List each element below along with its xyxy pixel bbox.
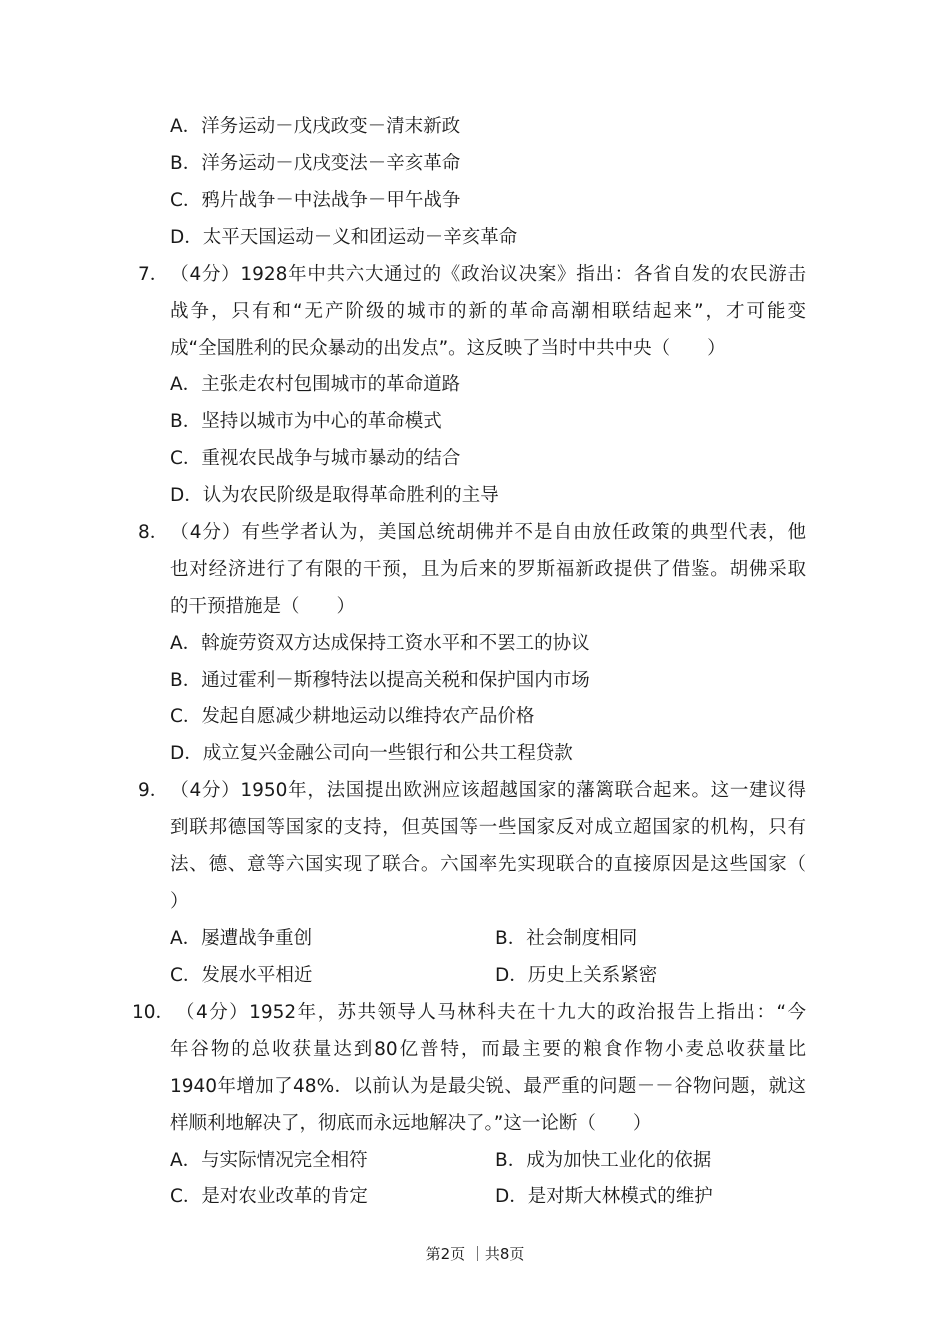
q8-option-b: B．通过霍利－斯穆特法以提高关税和保护国内市场 xyxy=(170,670,590,691)
q8-option-a: A．斡旋劳资双方达成保持工资水平和不罢工的协议 xyxy=(170,633,590,654)
q8-stem-line: 的干预措施是（ ） xyxy=(170,596,356,617)
q8-option-c: C．发起自愿减少耕地运动以维持农产品价格 xyxy=(170,706,535,727)
page-footer: 第2页 ｜共8页 xyxy=(425,1245,525,1263)
q7-first-line xyxy=(138,262,806,288)
q10-stem-line: 1940年增加了48%．以前认为是最尖锐、最严重的问题－－谷物问题，就这 xyxy=(170,1076,806,1097)
q10-stem-line: 样顺利地解决了，彻底而永远地解决了。”这一论断（ ） xyxy=(170,1113,652,1134)
q10-option-b: B．成为加快工业化的依据 xyxy=(495,1150,712,1171)
q9-option-b: B．社会制度相同 xyxy=(495,928,638,949)
q7-stem-line: 成“全国胜利的民众暴动的出发点”。这反映了当时中共中央（ ） xyxy=(170,338,726,359)
q7-stem-line: 战争，只有和“无产阶级的城市的新的革命高潮相联结起来”，才可能变 xyxy=(170,301,806,322)
q6-option-a: A．洋务运动－戊戌政变－清末新政 xyxy=(170,116,461,137)
q7-number: 7． xyxy=(138,264,169,285)
q9-option-c: C．发展水平相近 xyxy=(170,965,313,986)
q7-option-a: A．主张走农村包围城市的革命道路 xyxy=(170,374,461,395)
q7-option-d: D．认为农民阶级是取得革命胜利的主导 xyxy=(170,485,499,506)
q9-option-d: D．历史上关系紧密 xyxy=(495,965,658,986)
q6-option-b: B．洋务运动－戊戌变法－辛亥革命 xyxy=(170,153,461,174)
q8-stem-line: （4分）有些学者认为，美国总统胡佛并不是自由放任政策的典型代表，他 xyxy=(170,522,806,543)
q10-option-d: D．是对斯大林模式的维护 xyxy=(495,1186,713,1207)
q9-stem-line: 到联邦德国等国家的支持，但英国等一些国家反对成立超国家的机构，只有 xyxy=(170,817,806,838)
q10-first-line xyxy=(132,1000,806,1026)
q9-option-a: A．屡遭战争重创 xyxy=(170,928,313,949)
q6-option-d: D．太平天国运动－义和团运动－辛亥革命 xyxy=(170,227,518,248)
q6-option-c: C．鸦片战争－中法战争－甲午战争 xyxy=(170,190,461,211)
q9-stem-line: （4分）1950年，法国提出欧洲应该超越国家的藩篱联合起来。这一建议得 xyxy=(170,780,806,801)
q7-stem-line: （4分）1928年中共六大通过的《政治议决案》指出：各省自发的农民游击 xyxy=(170,264,806,285)
q8-number: 8． xyxy=(138,522,169,543)
q9-number: 9． xyxy=(138,780,169,801)
q9-stem-line: 法、德、意等六国实现了联合。六国率先实现联合的直接原因是这些国家（ xyxy=(170,854,806,875)
q7-option-b: B．坚持以城市为中心的革命模式 xyxy=(170,411,442,432)
q10-option-c: C．是对农业改革的肯定 xyxy=(170,1186,368,1207)
q8-first-line xyxy=(138,520,806,546)
q10-stem-line: 年谷物的总收获量达到80亿普特，而最主要的粮食作物小麦总收获量比 xyxy=(170,1039,806,1060)
q7-option-c: C．重视农民战争与城市暴动的结合 xyxy=(170,448,461,469)
q9-first-line xyxy=(138,778,806,804)
q10-stem-line: （4分）1952年，苏共领导人马林科夫在十九大的政治报告上指出：“今 xyxy=(176,1002,806,1023)
q10-number: 10． xyxy=(132,1002,175,1023)
q9-stem-line: ） xyxy=(170,891,189,912)
q8-stem-line: 也对经济进行了有限的干预，且为后来的罗斯福新政提供了借鉴。胡佛采取 xyxy=(170,559,806,580)
q10-option-a: A．与实际情况完全相符 xyxy=(170,1150,368,1171)
q8-option-d: D．成立复兴金融公司向一些银行和公共工程贷款 xyxy=(170,743,573,764)
